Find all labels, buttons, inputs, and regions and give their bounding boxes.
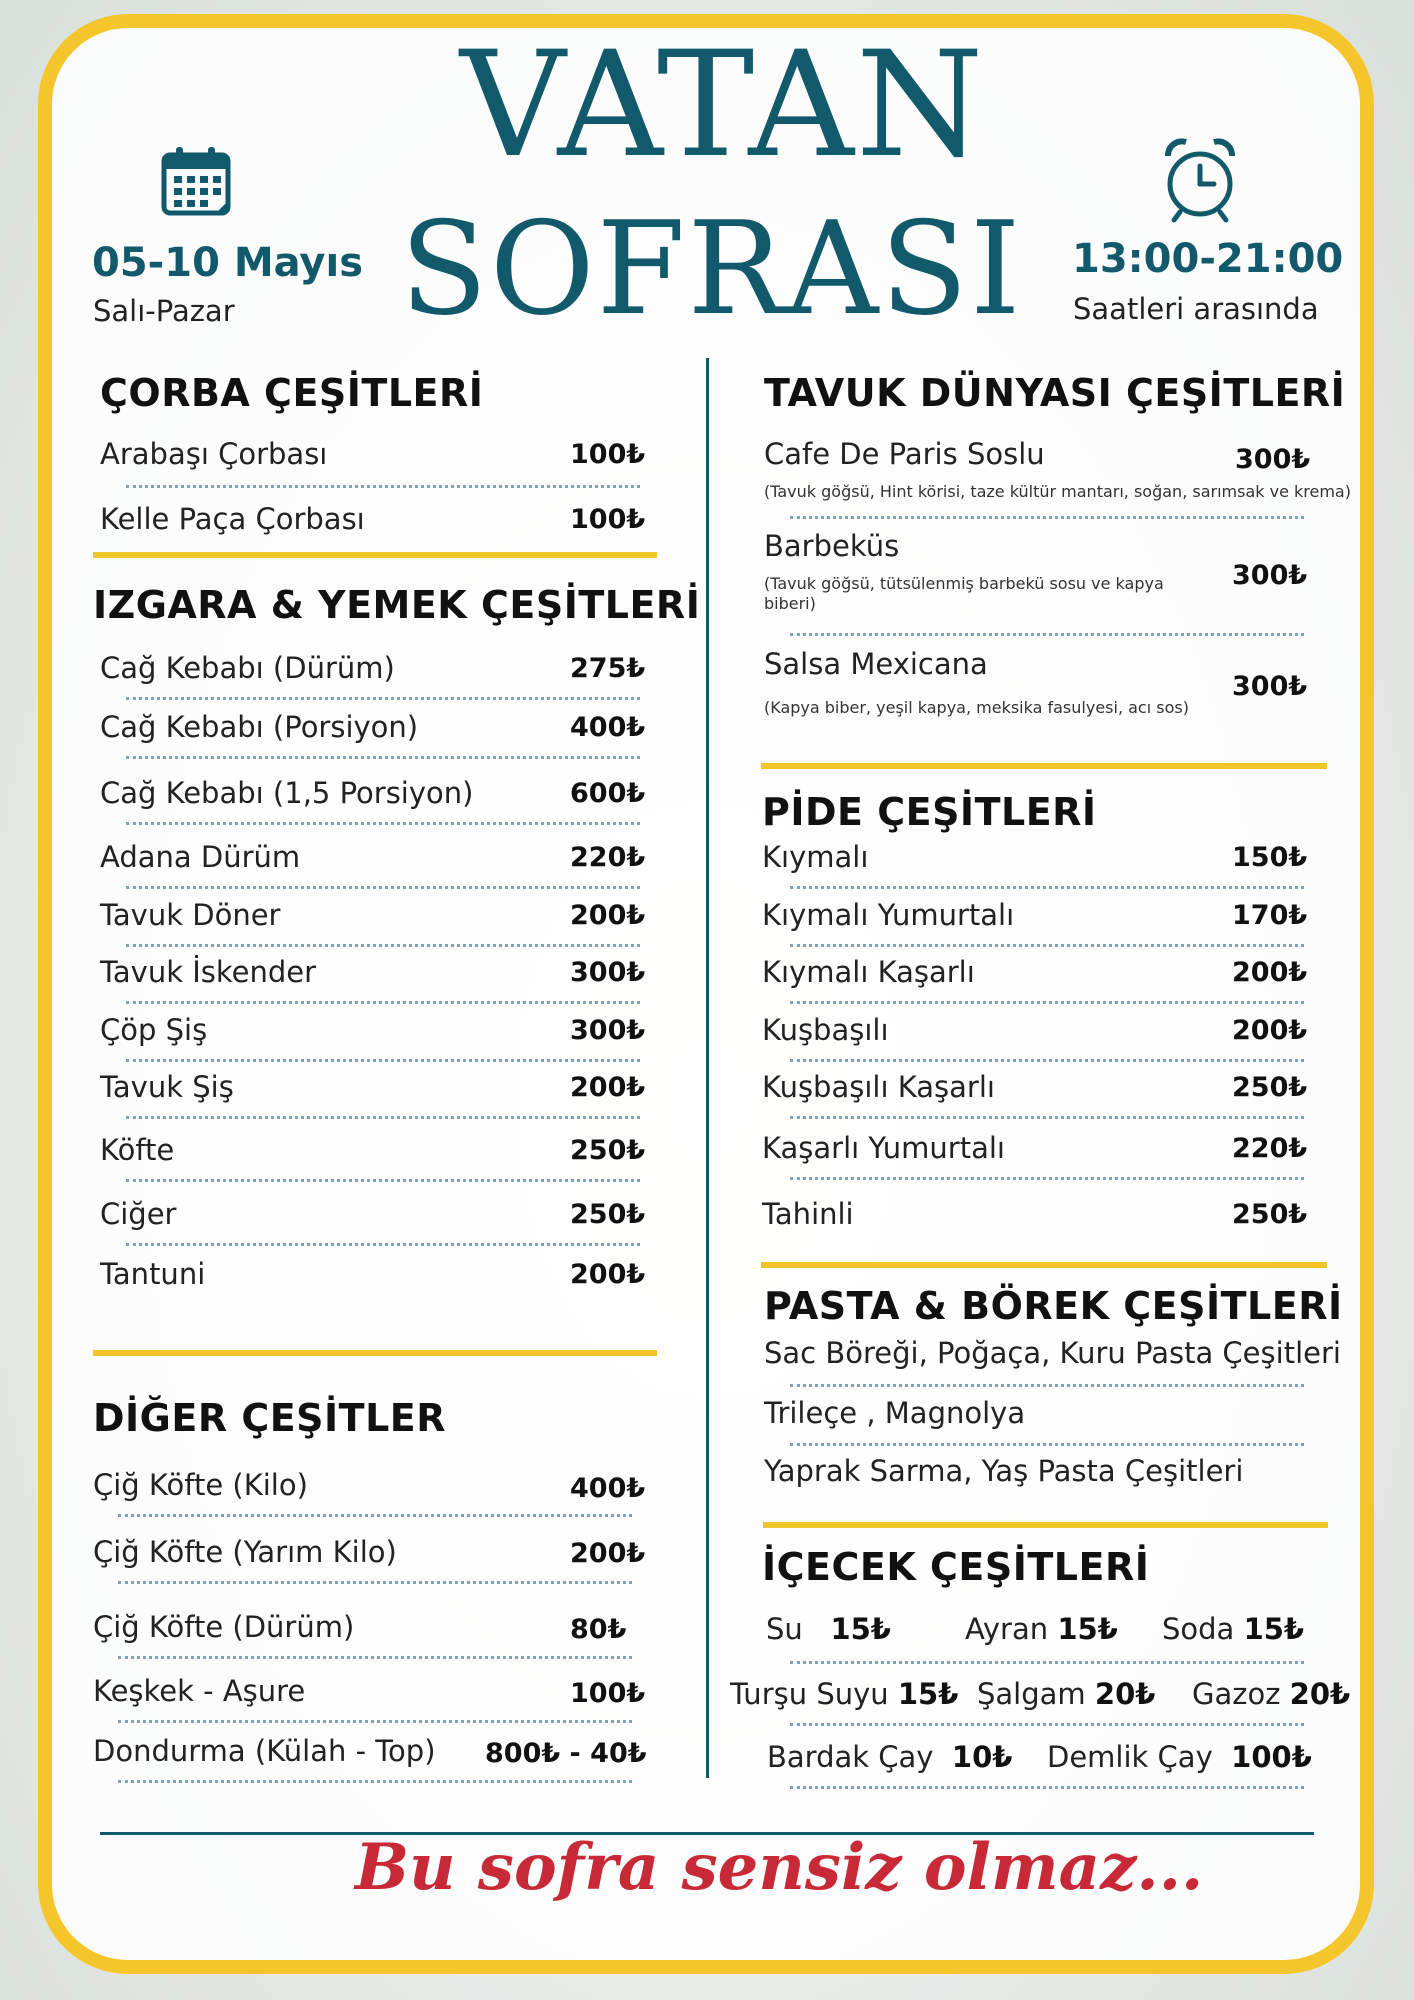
menu-item-name: Tantuni <box>100 1257 206 1291</box>
menu-item-name: Tavuk Döner <box>100 898 281 932</box>
dotted-separator <box>790 1116 1304 1119</box>
dotted-separator <box>118 1780 632 1783</box>
menu-item-name: Dondurma (Külah - Top) <box>93 1734 436 1768</box>
column-divider <box>706 358 709 1778</box>
dotted-separator <box>126 1179 640 1182</box>
section-title-icecek: İÇECEK ÇEŞİTLERİ <box>762 1545 1150 1589</box>
menu-item-name: Arabaşı Çorbası <box>100 437 328 471</box>
section-title-pide: PİDE ÇEŞİTLERİ <box>762 790 1097 834</box>
menu-item-name: Yaprak Sarma, Yaş Pasta Çeşitleri <box>764 1454 1244 1488</box>
menu-item-price: 200₺ <box>1232 957 1308 988</box>
dotted-separator <box>790 1443 1304 1446</box>
event-hours: 13:00-21:00 <box>1072 236 1344 282</box>
menu-item-price: 250₺ <box>1232 1199 1308 1230</box>
menu-item-name: Kıymalı Yumurtalı <box>762 898 1015 932</box>
menu-item-price: 400₺ <box>570 1473 646 1504</box>
menu-item-price: 170₺ <box>1232 900 1308 931</box>
drink-item-salgam: Şalgam 20₺ <box>977 1677 1156 1711</box>
menu-item-price: 220₺ <box>570 842 646 873</box>
menu-item-name: Adana Dürüm <box>100 840 301 874</box>
dotted-separator <box>126 756 640 759</box>
section-title-pasta: PASTA & BÖREK ÇEŞİTLERİ <box>764 1284 1343 1328</box>
menu-item-price: 800₺ - 40₺ <box>485 1738 647 1769</box>
drink-item-tursu-suyu: Turşu Suyu 15₺ <box>730 1677 959 1711</box>
menu-item-name: Çiğ Köfte (Yarım Kilo) <box>93 1535 397 1569</box>
dotted-separator <box>118 1656 632 1659</box>
menu-item-price: 300₺ <box>1235 444 1311 475</box>
menu-item-price: 100₺ <box>570 1678 646 1709</box>
event-days: Salı-Pazar <box>93 294 235 328</box>
dotted-separator <box>790 1001 1304 1004</box>
menu-item-price: 150₺ <box>1232 842 1308 873</box>
section-divider <box>763 1522 1328 1528</box>
menu-item-price: 400₺ <box>570 712 646 743</box>
dotted-separator <box>790 633 1304 636</box>
menu-item-name: Salsa Mexicana <box>764 647 988 681</box>
dotted-separator <box>126 697 640 700</box>
dotted-separator <box>790 516 1304 519</box>
dotted-separator <box>126 822 640 825</box>
title-sofrasi: SOFRASI <box>400 195 1023 344</box>
menu-item-name: Kaşarlı Yumurtalı <box>762 1131 1005 1165</box>
dotted-separator <box>126 485 640 488</box>
menu-item-price: 80₺ <box>570 1614 627 1645</box>
menu-item-name: Cafe De Paris Soslu <box>764 437 1045 471</box>
menu-item-price: 200₺ <box>570 900 646 931</box>
dotted-separator <box>790 944 1304 947</box>
menu-item-name: Tavuk İskender <box>100 955 317 989</box>
menu-item-price: 600₺ <box>570 778 646 809</box>
menu-item-name: Barbeküs <box>764 529 900 563</box>
menu-item-name: Çiğ Köfte (Dürüm) <box>93 1610 355 1644</box>
calendar-icon <box>160 145 236 219</box>
menu-item-name: Çöp Şiş <box>100 1013 208 1047</box>
dotted-separator <box>126 944 640 947</box>
section-title-diger: DİĞER ÇEŞİTLER <box>93 1396 447 1440</box>
menu-item-price: 300₺ <box>1232 671 1308 702</box>
menu-item-name: Sac Böreği, Poğaça, Kuru Pasta Çeşitleri <box>764 1336 1341 1370</box>
menu-item-name: Kelle Paça Çorbası <box>100 502 365 536</box>
menu-item-price: 275₺ <box>570 653 646 684</box>
drink-item-soda: Soda 15₺ <box>1162 1612 1305 1646</box>
menu-item-name: Çiğ Köfte (Kilo) <box>93 1468 308 1502</box>
menu-item-description: (Kapya biber, yeşil kapya, meksika fasulyesi, acı sos) <box>764 698 1189 717</box>
menu-item-price: 250₺ <box>570 1135 646 1166</box>
dotted-separator <box>126 1001 640 1004</box>
menu-item-price: 200₺ <box>570 1538 646 1569</box>
section-divider <box>761 763 1327 769</box>
menu-item-name: Cağ Kebabı (Dürüm) <box>100 651 395 685</box>
section-title-tavuk: TAVUK DÜNYASI ÇEŞİTLERİ <box>764 371 1346 415</box>
menu-item-price: 300₺ <box>1232 560 1308 591</box>
event-hours-note: Saatleri arasında <box>1073 292 1319 326</box>
dotted-separator <box>790 1661 1304 1664</box>
menu-item-price: 200₺ <box>570 1072 646 1103</box>
menu-item-name: Kuşbaşılı <box>762 1013 889 1047</box>
drink-item-ayran: Ayran 15₺ <box>965 1612 1118 1646</box>
menu-item-price: 250₺ <box>570 1199 646 1230</box>
menu-item-price: 300₺ <box>570 1015 646 1046</box>
menu-item-name: Ciğer <box>100 1197 177 1231</box>
menu-item-price: 100₺ <box>570 439 646 470</box>
menu-item-description: (Tavuk göğsü, Hint körisi, taze kültür mantarı, soğan, sarımsak ve krema) <box>764 482 1351 501</box>
menu-item-name: Cağ Kebabı (Porsiyon) <box>100 710 419 744</box>
dotted-separator <box>118 1581 632 1584</box>
dotted-separator <box>790 1059 1304 1062</box>
section-divider <box>93 552 657 558</box>
dotted-separator <box>790 1723 1304 1726</box>
menu-item-price: 220₺ <box>1232 1133 1308 1164</box>
menu-item-name: Tavuk Şiş <box>100 1070 234 1104</box>
dotted-separator <box>126 1059 640 1062</box>
drink-item-su: Su 15₺ <box>766 1612 891 1646</box>
menu-item-price: 250₺ <box>1232 1072 1308 1103</box>
section-divider <box>93 1350 657 1356</box>
menu-item-name: Cağ Kebabı (1,5 Porsiyon) <box>100 776 474 810</box>
alarm-clock-icon <box>1158 134 1242 224</box>
dotted-separator <box>790 1786 1304 1789</box>
menu-item-price: 100₺ <box>570 504 646 535</box>
drink-item-gazoz: Gazoz 20₺ <box>1192 1677 1351 1711</box>
dotted-separator <box>118 1720 632 1723</box>
menu-item-name: Tahinli <box>762 1197 854 1231</box>
menu-item-price: 200₺ <box>1232 1015 1308 1046</box>
dotted-separator <box>118 1514 632 1517</box>
event-date: 05-10 Mayıs <box>92 240 364 286</box>
menu-item-name: Kuşbaşılı Kaşarlı <box>762 1070 995 1104</box>
drink-item-demlik-cay: Demlik Çay 100₺ <box>1047 1740 1312 1774</box>
dotted-separator <box>126 886 640 889</box>
dotted-separator <box>126 1116 640 1119</box>
dotted-separator <box>126 1243 640 1246</box>
menu-item-name: Kıymalı Kaşarlı <box>762 955 975 989</box>
dotted-separator <box>790 1177 1304 1180</box>
menu-item-description: (Tavuk göğsü, tütsülenmiş barbekü sosu ve kapya biberi) <box>764 574 1164 613</box>
menu-item-price: 200₺ <box>570 1259 646 1290</box>
menu-item-name: Köfte <box>100 1133 175 1167</box>
slogan: Bu sofra sensiz olmaz... <box>355 1830 1204 1905</box>
menu-item-name: Keşkek - Aşure <box>93 1674 306 1708</box>
title-vatan: VATAN <box>460 20 986 190</box>
menu-item-price: 300₺ <box>570 957 646 988</box>
section-divider <box>761 1262 1327 1268</box>
section-title-corba: ÇORBA ÇEŞİTLERİ <box>100 371 484 415</box>
section-title-izgara: IZGARA & YEMEK ÇEŞİTLERİ <box>93 583 701 627</box>
dotted-separator <box>790 886 1304 889</box>
dotted-separator <box>790 1384 1304 1387</box>
menu-item-name: Trileçe , Magnolya <box>764 1396 1026 1430</box>
drink-item-bardak-cay: Bardak Çay 10₺ <box>767 1740 1013 1774</box>
menu-item-name: Kıymalı <box>762 840 869 874</box>
